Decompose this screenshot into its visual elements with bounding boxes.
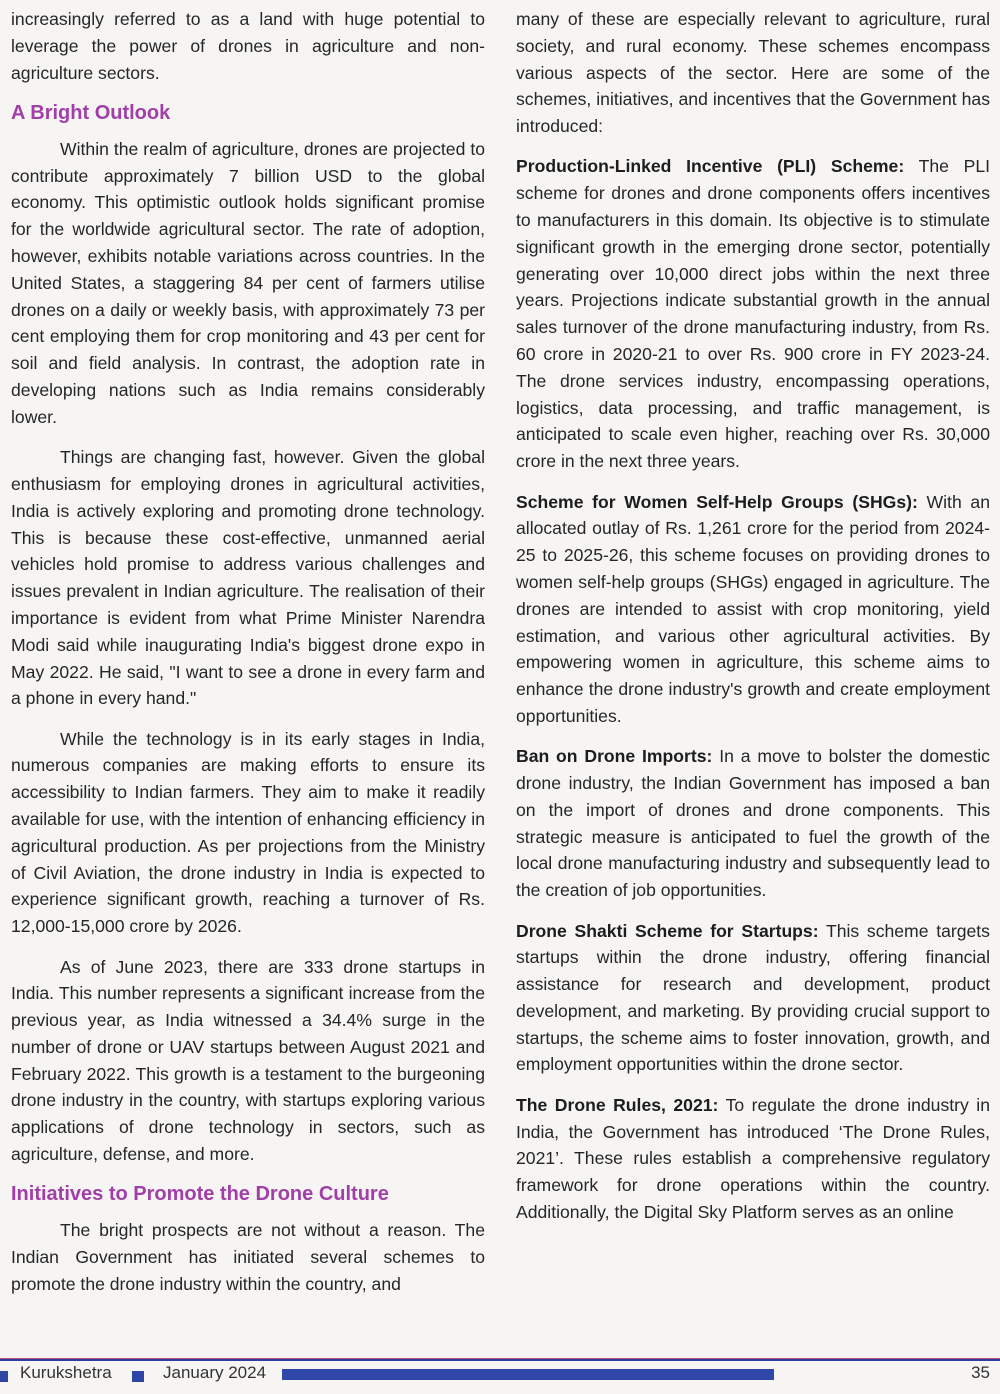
scheme-text: To regulate the drone industry in India, the Government has introduced ‘The Drone Rules, 2021’. These rules establish a comprehensive regulatory framework for drone operations within the country. Additionally, the Digital Sky Platform serves as an online: [516, 1094, 990, 1222]
publication-name: Kurukshetra: [20, 1363, 112, 1382]
paragraph: While the technology is in its early stages in India, numerous companies are making efforts to ensure its accessibility to Indian farmers. They aim to make it readily available for use, with the intention of enhancing efficiency in agricultural production. As per projections from the Ministry of Civil Aviation, the drone industry in India is expected to experience significant growth, reaching a turnover of Rs. 12,000-15,000 crore by 2026.: [11, 728, 485, 937]
paragraph: many of these are especially relevant to agriculture, rural society, and rural economy. These schemes encompass various aspects of the sector. Here are some of the schemes, initiatives, and incentives that the Government has introduced:: [516, 9, 990, 137]
footer-square-marker: [0, 1371, 8, 1382]
scheme-item: [516, 918, 990, 1079]
scheme-text: This scheme targets startups within the drone industry, offering financial assistance for research and development, product development, and marketing. By providing crucial support to startups, the scheme aims to foster innovation, growth, and employment opportunities within the drone sector.: [516, 920, 990, 1075]
paragraph: Things are changing fast, however. Given the global enthusiasm for employing drones in agricultural activities, India is actively exploring and promoting drone technology. This is because these cost-effective, unmanned aerial vehicles hold promise to address various challenges and issues prevalent in Indian agriculture. The realisation of their importance is evident from what Prime Minister Narendra Modi said while inaugurating India's biggest drone expo in May 2022. He said, "I want to see a drone in every farm and a phone in every hand.": [11, 447, 485, 709]
scheme-item: [516, 153, 990, 475]
footer-square-marker: [132, 1371, 144, 1382]
scheme-title: Ban on Drone Imports:: [516, 746, 713, 767]
section-heading-initiatives: Initiatives to Promote the Drone Culture: [11, 1183, 389, 1206]
page-number: 35: [971, 1363, 990, 1382]
scheme-title: Scheme for Women Self-Help Groups (SHGs):: [516, 491, 918, 512]
scheme-text: In a move to bolster the domestic drone industry, the Indian Government has imposed a ban on the import of drones and drone components. This strategic measure is anticipated to fuel the growth of the local drone manufacturing industry and subsequently lead to the creation of job opportunities.: [516, 746, 990, 901]
scheme-title: Drone Shakti Scheme for Startups:: [516, 920, 819, 941]
scheme-title: The Drone Rules, 2021:: [516, 1094, 719, 1115]
paragraph: Within the realm of agriculture, drones are projected to contribute approximately 7 billion USD to the global economy. This optimistic outlook holds significant promise for the worldwide agricultural sector. The rate of adoption, however, exhibits notable variations across countries. In the United States, a staggering 84 per cent of farmers utilise drones on a daily or weekly basis, with approximately 73 per cent employing them for crop monitoring and 43 per cent for soil and field analysis. In contrast, the adoption rate in developing nations such as India remains considerably lower.: [11, 138, 485, 427]
scheme-text: The PLI scheme for drones and drone components offers incentives to manufacturers in this domain. Its objective is to stimulate significant growth in the emerging drone sector, potentially generating over 10,000 direct jobs within the next three years. Projections indicate substantial growth in the annual sales turnover of the drone manufacturing industry, from Rs. 60 crore in 2020-21 to over Rs. 900 crore in FY 2023-24. The drone services industry, encompassing operations, logistics, data processing, and traffic management, is anticipated to scale even higher, reaching over Rs. 30,000 crore in the next three years.: [516, 156, 991, 472]
footer-bar: [282, 1369, 774, 1380]
paragraph: The bright prospects are not without a reason. The Indian Government has initiated several schemes to promote the drone industry within the country, and: [11, 1220, 485, 1294]
footer-rule: [0, 1358, 1000, 1361]
section-heading-bright-outlook: A Bright Outlook: [11, 101, 171, 124]
left-column: [11, 6, 485, 1311]
scheme-item: [516, 1092, 990, 1226]
right-column: [516, 6, 990, 1239]
scheme-item: [516, 489, 990, 730]
scheme-item: [516, 743, 990, 904]
issue-date: January 2024: [163, 1363, 267, 1382]
paragraph: As of June 2023, there are 333 drone startups in India. This number represents a significant increase from the previous year, as India witnessed a 34.4% surge in the number of drone or UAV startups between August 2021 and February 2022. This growth is a testament to the burgeoning drone industry in the country, with startups exploring various applications of drone technology in sectors, such as agriculture, defense, and more.: [11, 956, 485, 1165]
page-footer: [0, 1354, 1000, 1394]
scheme-text: With an allocated outlay of Rs. 1,261 crore for the period from 2024-25 to 2025-26, this scheme focuses on providing drones to women self-help groups (SHGs) engaged in agriculture. The drones are intended to assist with crop monitoring, yield estimation, and various other agricultural activities. By empowering women in agriculture, this scheme aims to enhance the drone industry's growth and create employment opportunities.: [516, 491, 990, 726]
scheme-title: Production-Linked Incentive (PLI) Scheme:: [516, 156, 905, 177]
paragraph: increasingly referred to as a land with huge potential to leverage the power of drones in agriculture and non-agriculture sectors.: [11, 9, 485, 83]
